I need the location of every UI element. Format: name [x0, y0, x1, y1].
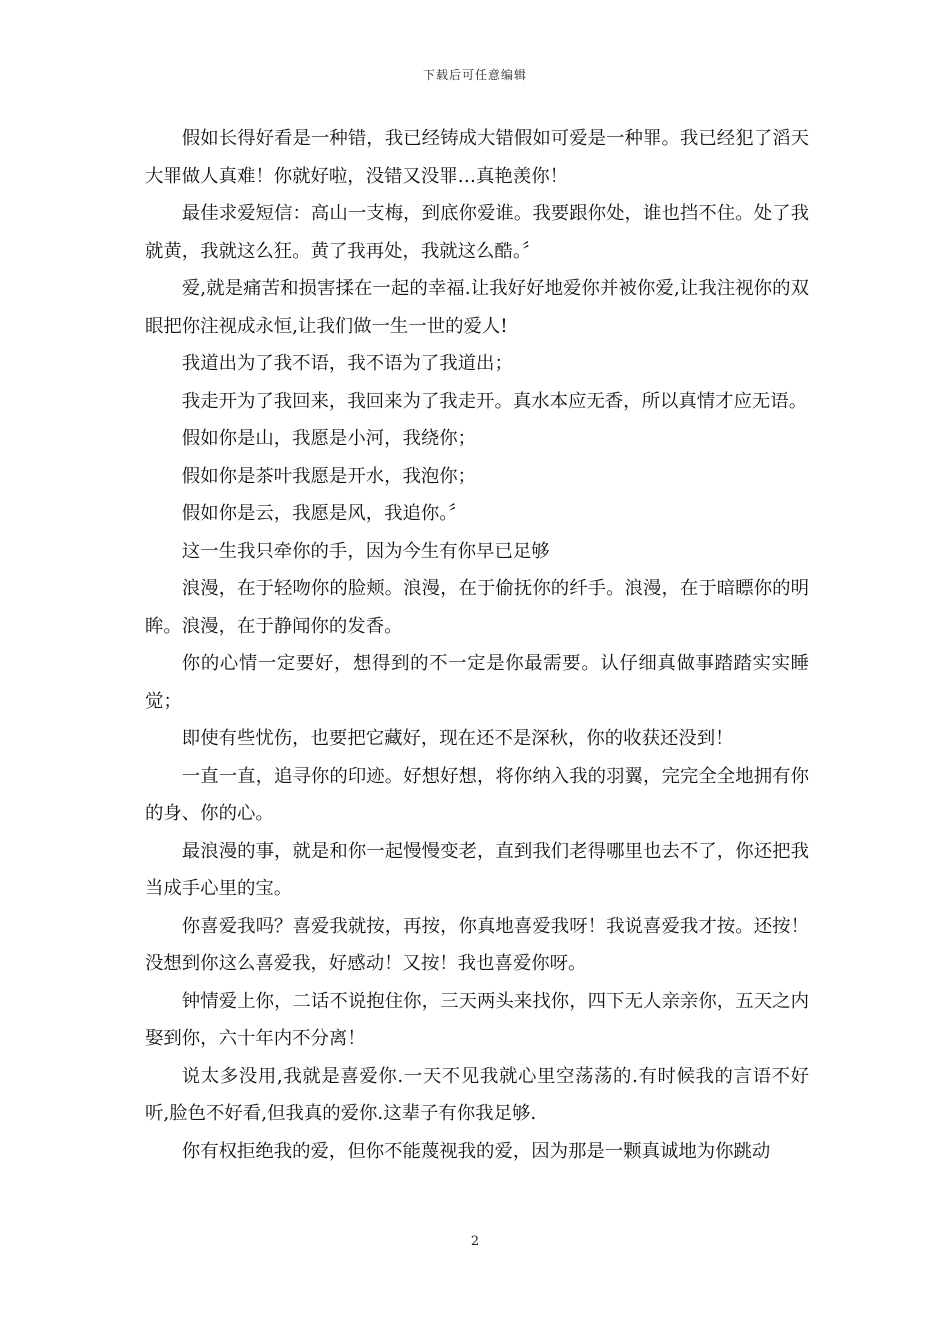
- paragraph: 你喜爱我吗？喜爱我就按，再按，你真地喜爱我呀！我说喜爱我才按。还按！没想到你这么喜爱我，好感动！又按！我也喜爱你呀。: [145, 915, 809, 974]
- paragraph: 这一生我只牵你的手，因为今生有你早已足够: [181, 540, 550, 562]
- paragraph: 假如你是山，我愿是小河，我绕你；: [181, 428, 477, 449]
- paragraph: 一直一直，追寻你的印迹。好想好想，将你纳入我的羽翼，完完全全地拥有你的身、你的心。: [145, 765, 809, 824]
- paragraph: 我走开为了我回来，我回来为了我走开。真水本应无香，所以真情才应无语。: [181, 390, 808, 412]
- paragraph: 说太多没用,我就是喜爱你.一天不见我就心里空荡荡的.有时候我的言语不好听,脸色不好看,但我真的爱你.这辈子有你我足够.: [145, 1065, 809, 1124]
- page-number: 2: [470, 1234, 480, 1249]
- paragraph: 你的心情一定要好，想得到的不一定是你最需要。认仔细真做事踏踏实实睡觉；: [145, 653, 809, 712]
- paragraph: 即使有些忧伤，也要把它藏好，现在还不是深秋，你的收获还没到！: [181, 728, 734, 749]
- paragraph: 假如长得好看是一种错，我已经铸成大错假如可爱是一种罪。我已经犯了滔天大罪做人真难！你就好啦，没错又没罪…真艳羡你！: [145, 128, 809, 187]
- paragraph: 我道出为了我不语，我不语为了我道出；: [181, 353, 513, 374]
- paragraph: 钟情爱上你，二话不说抱住你，三天两头来找你，四下无人亲亲你，五天之内娶到你，六十年内不分离！: [145, 990, 809, 1049]
- paragraph: 最浪漫的事，就是和你一起慢慢变老，直到我们老得哪里也去不了，你还把我当成手心里的宝。: [145, 840, 809, 899]
- paragraph: 最佳求爱短信：高山一支梅，到底你爱谁。我要跟你处，谁也挡不住。处了我就黄，我就这么狂。黄了我再处，我就这么酷。〞: [145, 203, 809, 262]
- paragraph: 假如你是茶叶我愿是开水，我泡你；: [181, 465, 477, 487]
- document-body: [145, 120, 809, 1170]
- paragraph: 你有权拒绝我的爱，但你不能蔑视我的爱，因为那是一颗真诚地为你跳动: [181, 1140, 771, 1162]
- paragraph: 假如你是云，我愿是风，我追你。〞: [181, 503, 467, 524]
- paragraph: 爱,就是痛苦和损害揉在一起的幸福.让我好好地爱你并被你爱,让我注视你的双眼把你注视成永恒,让我们做一生一世的爱人!: [145, 278, 809, 337]
- paragraph: 浪漫，在于轻吻你的脸颊。浪漫，在于偷抚你的纤手。浪漫，在于暗瞟你的明眸。浪漫，在于静闻你的发香。: [145, 578, 809, 637]
- page-header: 下载后可任意编辑: [422, 68, 527, 82]
